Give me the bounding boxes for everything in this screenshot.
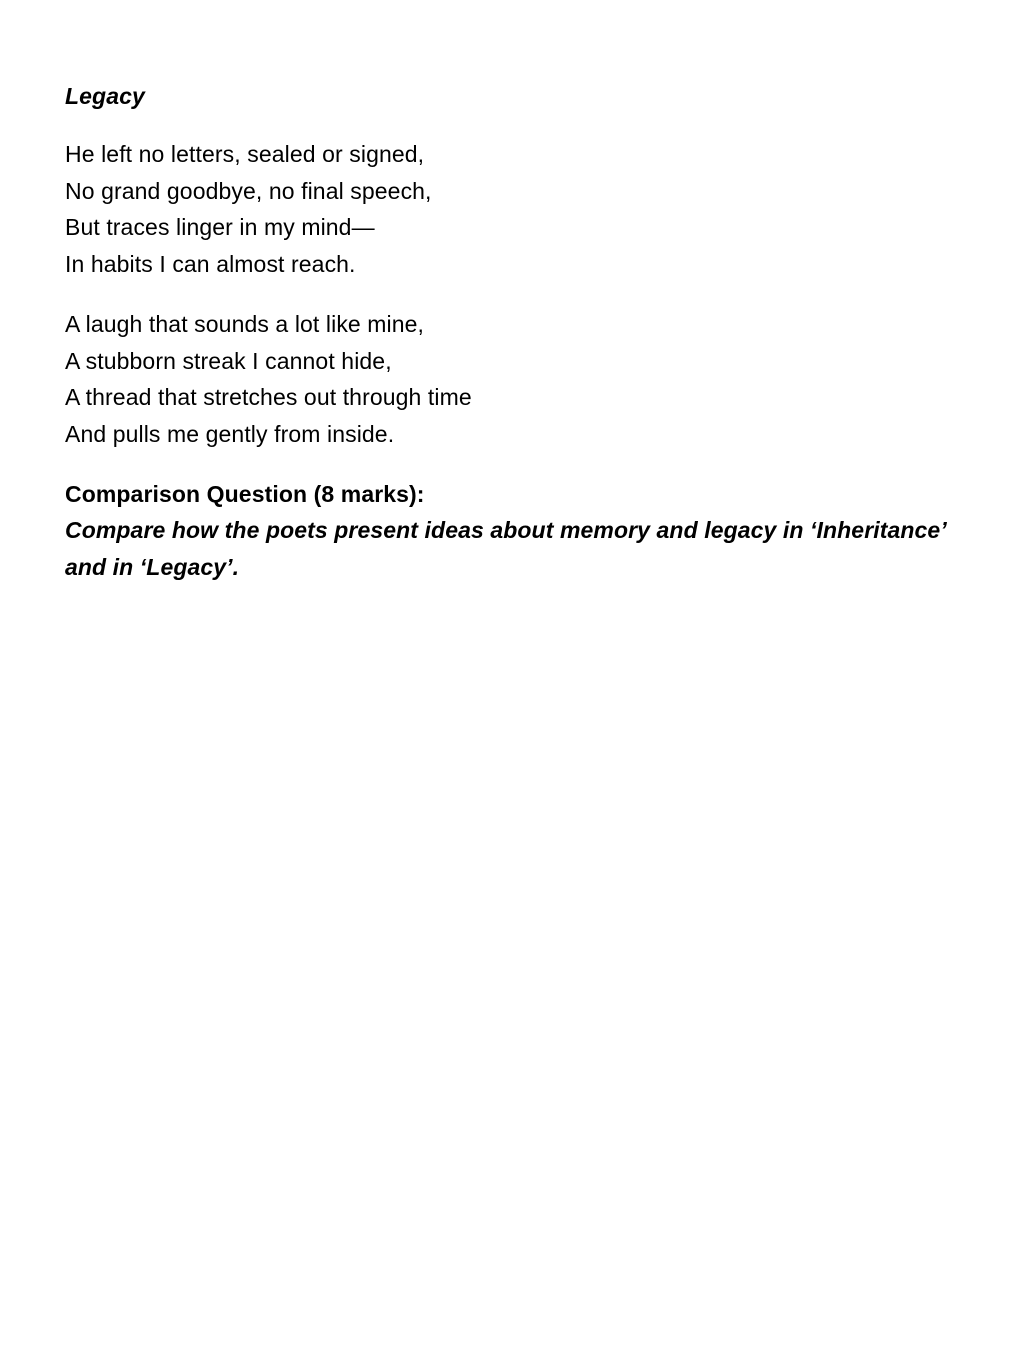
poem-line: A stubborn streak I cannot hide, bbox=[65, 347, 392, 374]
poem-line: A laugh that sounds a lot like mine, bbox=[65, 310, 425, 337]
comparison-question bbox=[65, 476, 965, 586]
poem-line: In habits I can almost reach. bbox=[65, 251, 356, 278]
poem-line: He left no letters, sealed or signed, bbox=[65, 141, 425, 167]
poem-line: A thread that stretches out through time bbox=[65, 384, 472, 411]
stanza-1 bbox=[65, 136, 965, 283]
document-page bbox=[65, 78, 965, 586]
question-text: Compare how the poets present ideas about memory and legacy in ‘Inheritance’ and in ‘Legacy’. bbox=[65, 517, 946, 581]
poem-title: Legacy bbox=[65, 83, 145, 109]
question-heading: Comparison Question (8 marks): bbox=[65, 480, 425, 507]
poem-line: And pulls me gently from inside. bbox=[65, 420, 395, 447]
stanza-2 bbox=[65, 306, 965, 453]
poem-line: But traces linger in my mind— bbox=[65, 214, 375, 241]
poem-line: No grand goodbye, no final speech, bbox=[65, 177, 432, 204]
